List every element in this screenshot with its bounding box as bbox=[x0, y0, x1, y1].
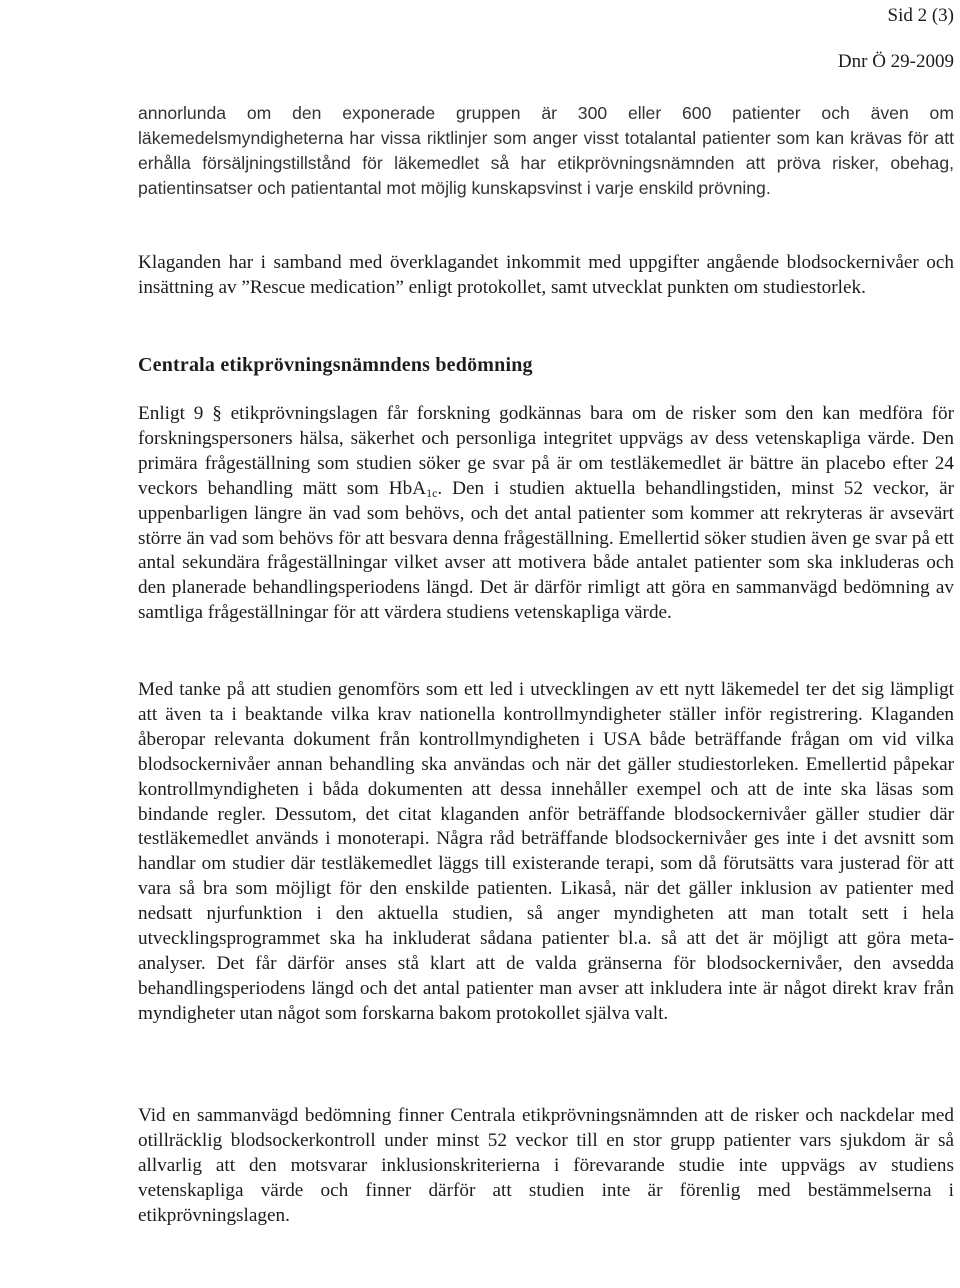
paragraph-conclusion: Vid en sammanvägd bedömning finner Centrala etikprövningsnämnden att de risker och nackdelar med otillräcklig blodsockerkontroll under minst 52 veckor till en stor grupp patienter vars sjukdom är så allvarlig att den motsvarar inklusionskriterierna i förevarande studie inte uppvägs av studiens vetenskapliga värde och finner därför att studien inte är förenlig med bestämmelserna i etikprövningslagen. bbox=[138, 1105, 954, 1226]
assessment-text-part1: Enligt 9 § etikprövningslagen får forskning godkännas bara om de risker som den kan medföra för forskningspersoners hälsa, säkerhet och personliga integritet uppvägs av dess vetenskapliga värde. Den primära frågeställning som studien söker ge svar på är om testläkemedlet är bättre än placebo efter 24 veckors behandling mätt som HbA bbox=[138, 403, 954, 499]
assessment-text-part2: . Den i studien aktuella behandlingstiden, minst 52 veckor, är uppenbarligen längre än vad som behövs, och det antal patienter som kommer att rekryteras är avsevärt större än vad som behövs för att besvara denna frågeställning. Emellertid söker studien även ge svar på ett antal sekundära frågeställningar vilket avser att motivera både antalet patienter som ska inkluderas och den planerade behandlingsperiodens längd. Det är därför rimligt att göra en sammanvägd bedömning av samtliga frågeställningar för att värdera studiens vetenskapliga värde. bbox=[138, 477, 955, 624]
paragraph-appellant-info: Klaganden har i samband med överklagandet inkommit med uppgifter angående blodsockernivåer och insättning av ”Rescue medication” enligt protokollet, samt utvecklat punkten om studiestorlek. bbox=[138, 252, 954, 298]
page-number: Sid 2 (3) bbox=[887, 5, 954, 26]
paragraph-regulatory: Med tanke på att studien genomförs som ett led i utvecklingen av ett nytt läkemedel ter det sig lämpligt att även ta i beaktande vilka krav nationella kontrollmyndigheter ställer inför registrering. Klaganden åberopar relevanta dokument från kontrollmyndigheten i USA både beträffande frågan om vid vilka blodsockernivåer annan behandling ska användas och när det gäller studiestorleken. Emellertid påpekar kontrollmyndigheten i båda dokumenten att dessa innehåller exempel och att de inte ska läsas som bindande regler. Dessutom, det citat klaganden anför beträffande blodsockernivåer gäller studier där testläkemedlet används i monoterapi. Några råd beträffande blodsockernivåer ges inte i det avsnitt som handlar om studier där testläkemedlet läggs till existerande terapi, som då förutsätts vara justerad för att vara så bra som möjligt för den enskilde patienten. Likaså, när det gäller inklusion av patienter med nedsatt njurfunktion i den aktuella studien, så anger myndigheten att man totalt sett i hela utvecklingsprogrammet ska ha inkluderat sådana patienter bl.a. så att det är möjligt att göra meta-analyser. Det får därför anses stå klart att de valda gränserna för blodsockernivåer, den avsedda behandlingsperiodens längd och det antal patienter man avser att inkludera inte är något direkt krav från myndigheter utan något som forskarna bakom protokollet själva valt. bbox=[138, 679, 954, 1024]
paragraph-continuation: annorlunda om den exponerade gruppen är 300 eller 600 patienter och även om läkemedelsmyndigheterna har vissa riktlinjer som anger visst totalantal patienter som kan krävas för att erhålla försäljningstillstånd för läkemedlet så har etikprövningsnämnden att pröva risker, obehag, patientinsatser och patientantal mot möjlig kunskapsvinst i varje enskild prövning. bbox=[138, 103, 954, 198]
hba1c-subscript: 1c bbox=[426, 485, 438, 500]
paragraph-assessment bbox=[138, 402, 954, 626]
section-heading: Centrala etikprövningsnämndens bedömning bbox=[138, 354, 533, 376]
case-number: Dnr Ö 29-2009 bbox=[837, 51, 954, 72]
